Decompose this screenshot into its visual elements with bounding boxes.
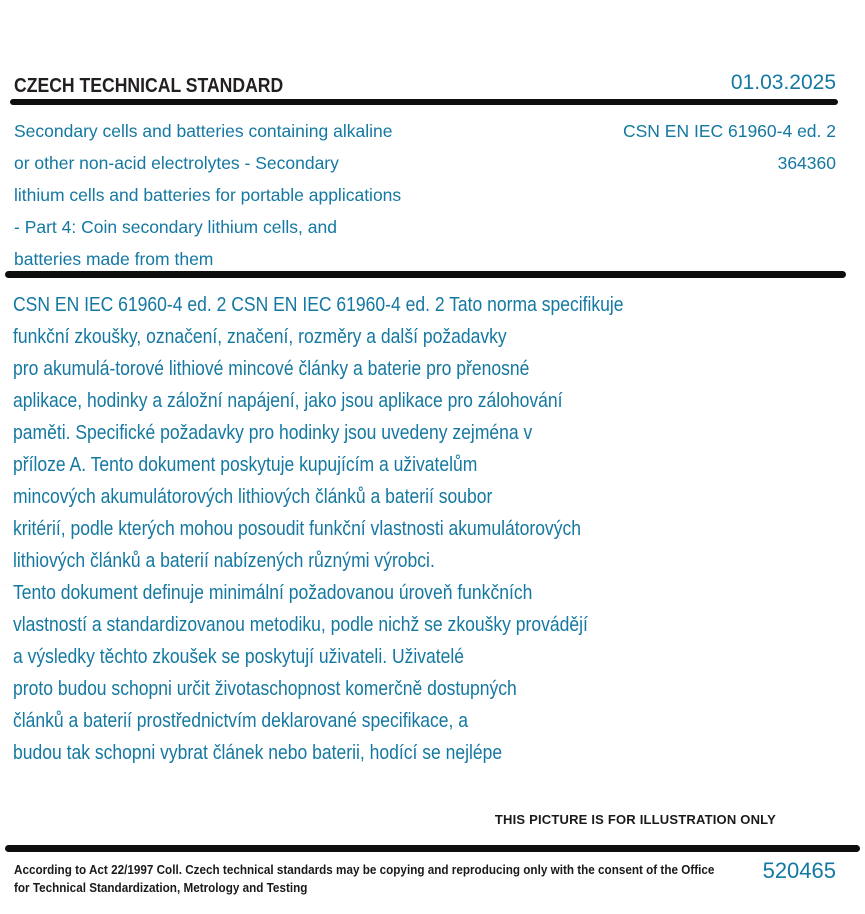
abstract-line: proto budou schopni určit životaschopnost komerčně dostupných bbox=[13, 677, 517, 700]
standard-class-number: 364360 bbox=[777, 153, 836, 173]
abstract-line: paměti. Specifické požadavky pro hodinky jsou uvedeny zejména v bbox=[13, 421, 533, 444]
abstract-line: pro akumulá-torové lithiové mincové články a baterie pro přenosné bbox=[13, 357, 530, 380]
abstract-line: článků a baterií prostřednictvím deklarované specifikace, a bbox=[13, 709, 468, 732]
standard-title-line: lithium cells and batteries for portable applications bbox=[14, 185, 402, 205]
copyright-notice-line: According to Act 22/1997 Coll. Czech technical standards may be copying and reproducing only with the consent of the Office bbox=[14, 862, 715, 877]
standard-title-line: batteries made from them bbox=[14, 249, 214, 269]
abstract-line: kritérií, podle kterých mohou posoudit funkční vlastnosti akumulátorových bbox=[13, 517, 581, 540]
abstract-line: a výsledky těchto zkoušek se poskytují uživateli. Uživatelé bbox=[13, 645, 465, 668]
abstract-line: vlastností a standardizovanou metodiku, podle nichž se zkoušky provádějí bbox=[13, 613, 588, 636]
abstract-line: lithiových článků a baterií nabízených různými výrobci. bbox=[13, 549, 435, 572]
order-number: 520465 bbox=[762, 858, 836, 883]
abstract-line: příloze A. Tento dokument poskytuje kupujícím a uživatelům bbox=[13, 453, 478, 476]
standard-title-line: Secondary cells and batteries containing alkaline bbox=[14, 121, 393, 141]
standard-title bbox=[14, 115, 574, 275]
abstract-line: Tento dokument definuje minimální požadovanou úroveň funkčních bbox=[13, 581, 533, 604]
abstract-line: CSN EN IEC 61960-4 ed. 2 CSN EN IEC 61960-4 ed. 2 Tato norma specifikuje bbox=[13, 293, 624, 316]
standard-designation: CSN EN IEC 61960-4 ed. 2 bbox=[622, 121, 836, 141]
abstract-line: budou tak schopni vybrat článek nebo baterii, hodící se nejlépe bbox=[13, 741, 503, 764]
masthead-title: CZECH TECHNICAL STANDARD bbox=[14, 75, 284, 97]
standard-title-line: - Part 4: Coin secondary lithium cells, and bbox=[14, 217, 337, 237]
illustration-only-notice: THIS PICTURE IS FOR ILLUSTRATION ONLY bbox=[494, 812, 776, 827]
abstract-line: funkční zkoušky, označení, značení, rozměry a další požadavky bbox=[13, 325, 507, 348]
title-rule bbox=[5, 271, 846, 278]
standard-title-line: or other non-acid electrolytes - Secondary bbox=[14, 153, 339, 173]
standard-reference bbox=[623, 115, 836, 179]
copyright-notice bbox=[14, 861, 715, 897]
abstract-line: aplikace, hodinky a záložní napájení, jako jsou aplikace pro zálohování bbox=[13, 389, 563, 412]
issue-date: 01.03.2025 bbox=[730, 71, 836, 94]
abstract-text bbox=[13, 289, 727, 769]
header-rule bbox=[10, 99, 838, 105]
copyright-notice-line: for Technical Standardization, Metrology and Testing bbox=[14, 880, 308, 895]
abstract-line: mincových akumulátorových lithiových článků a baterií soubor bbox=[13, 485, 493, 508]
footer-rule bbox=[5, 845, 860, 852]
